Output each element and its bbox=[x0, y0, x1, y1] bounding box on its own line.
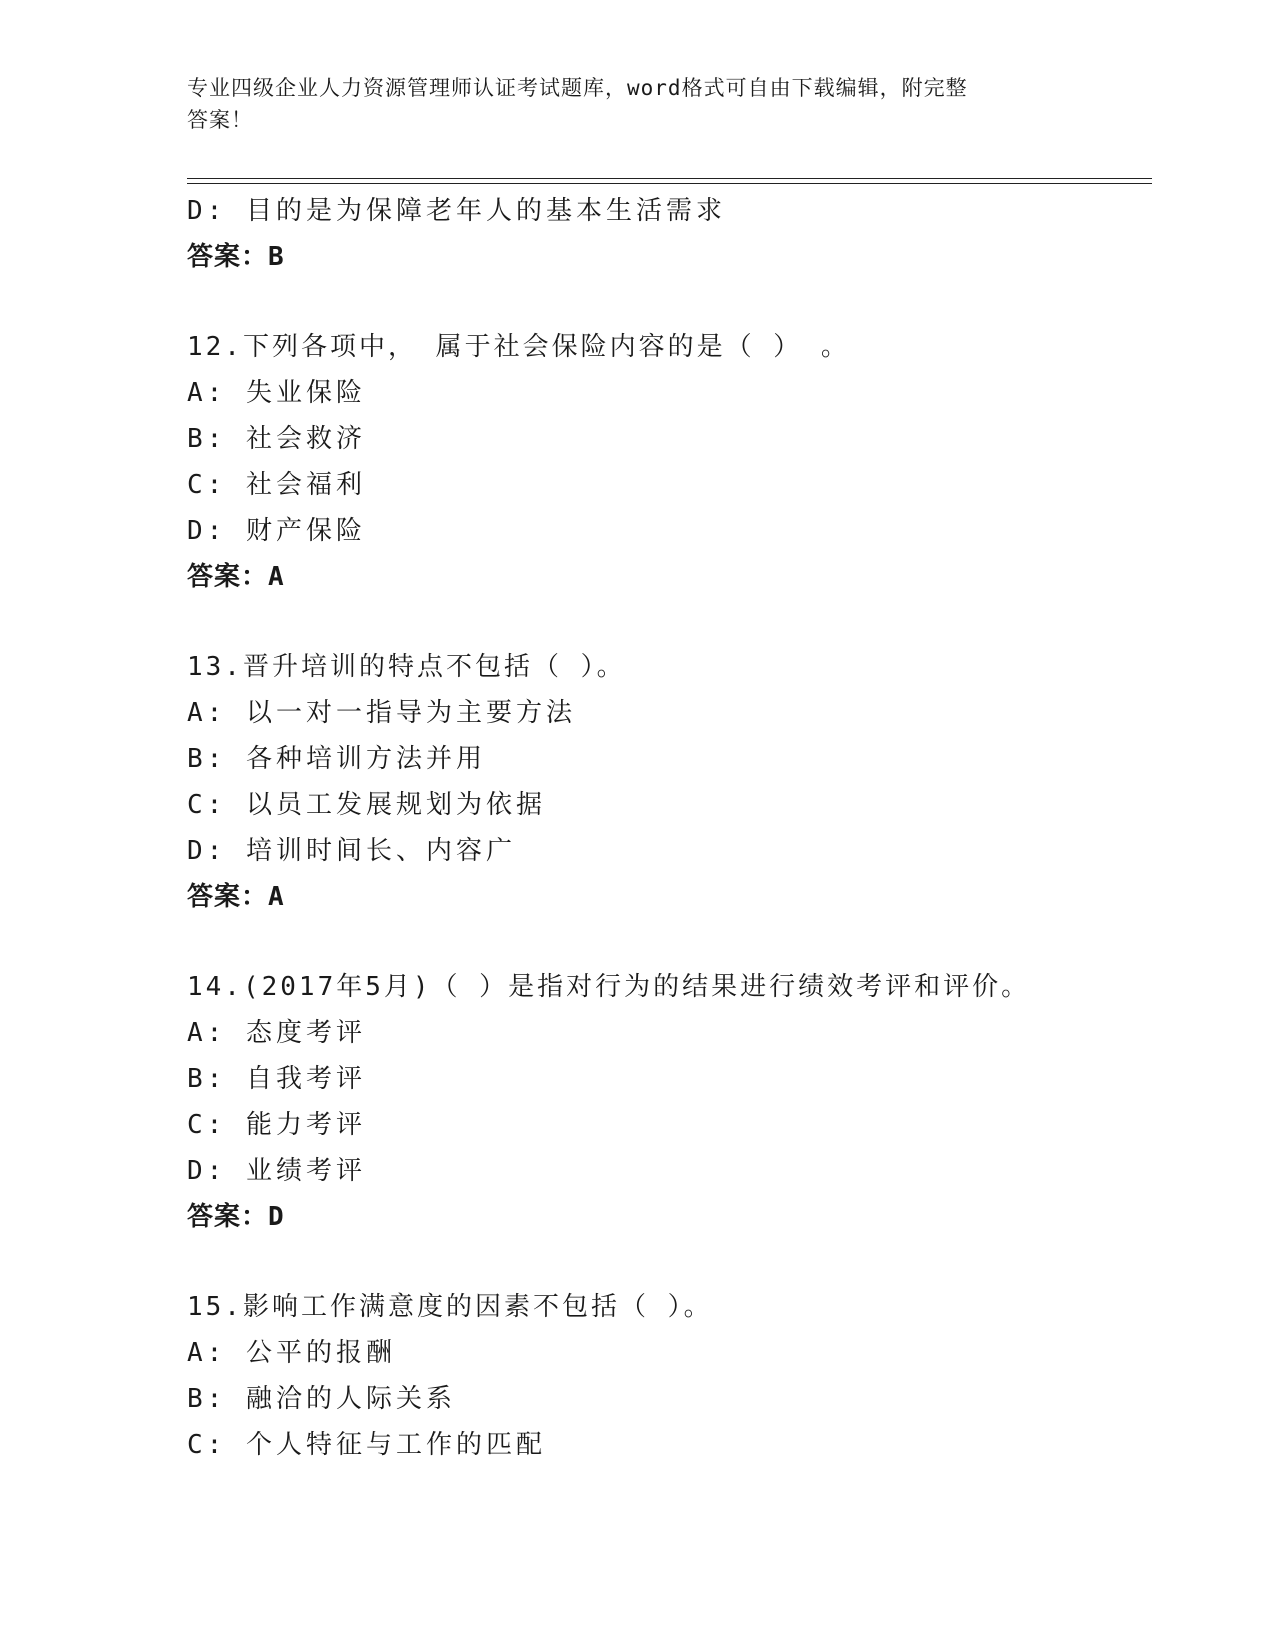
option-a: A: 态度考评 bbox=[187, 1018, 366, 1048]
option-a: A: 失业保险 bbox=[187, 378, 366, 408]
answer-line: 答案：A bbox=[187, 882, 285, 912]
question-13 bbox=[187, 644, 1152, 920]
option-c: C: 社会福利 bbox=[187, 470, 366, 500]
option-d: D: 目的是为保障老年人的基本生活需求 bbox=[187, 196, 726, 226]
option-b: B: 各种培训方法并用 bbox=[187, 744, 486, 774]
option-c: C: 个人特征与工作的匹配 bbox=[187, 1430, 546, 1460]
option-c: C: 以员工发展规划为依据 bbox=[187, 790, 546, 820]
answer-line: 答案：B bbox=[187, 242, 285, 272]
option-d: D: 财产保险 bbox=[187, 516, 366, 546]
answer-line: 答案：A bbox=[187, 562, 285, 592]
question-12 bbox=[187, 324, 1152, 600]
header-divider-top bbox=[187, 178, 1152, 179]
option-d: D: 业绩考评 bbox=[187, 1156, 366, 1186]
header-divider-bottom bbox=[187, 183, 1152, 184]
question-list bbox=[187, 188, 1152, 1468]
answer-line: 答案：D bbox=[187, 1202, 285, 1232]
question-stem: 12.下列各项中， 属于社会保险内容的是（ ） 。 bbox=[187, 332, 850, 362]
option-c: C: 能力考评 bbox=[187, 1110, 366, 1140]
previous-question-tail bbox=[187, 188, 1152, 280]
option-b: B: 融洽的人际关系 bbox=[187, 1384, 456, 1414]
question-14 bbox=[187, 964, 1152, 1240]
option-d: D: 培训时间长、内容广 bbox=[187, 836, 516, 866]
question-15 bbox=[187, 1284, 1152, 1468]
question-stem: 15.影响工作满意度的因素不包括（ ）。 bbox=[187, 1292, 713, 1322]
question-stem: 13.晋升培训的特点不包括（ ）。 bbox=[187, 652, 626, 682]
option-b: B: 社会救济 bbox=[187, 424, 366, 454]
option-b: B: 自我考评 bbox=[187, 1064, 366, 1094]
question-stem: 14.(2017年5月)（ ）是指对行为的结果进行绩效考评和评价。 bbox=[187, 972, 1031, 1002]
option-a: A: 公平的报酬 bbox=[187, 1338, 396, 1368]
header-line-1: 专业四级企业人力资源管理师认证考试题库，word格式可自由下载编辑，附完整 bbox=[187, 76, 968, 100]
document-header bbox=[187, 72, 1087, 136]
header-line-2: 答案！ bbox=[187, 108, 253, 132]
option-a: A: 以一对一指导为主要方法 bbox=[187, 698, 576, 728]
